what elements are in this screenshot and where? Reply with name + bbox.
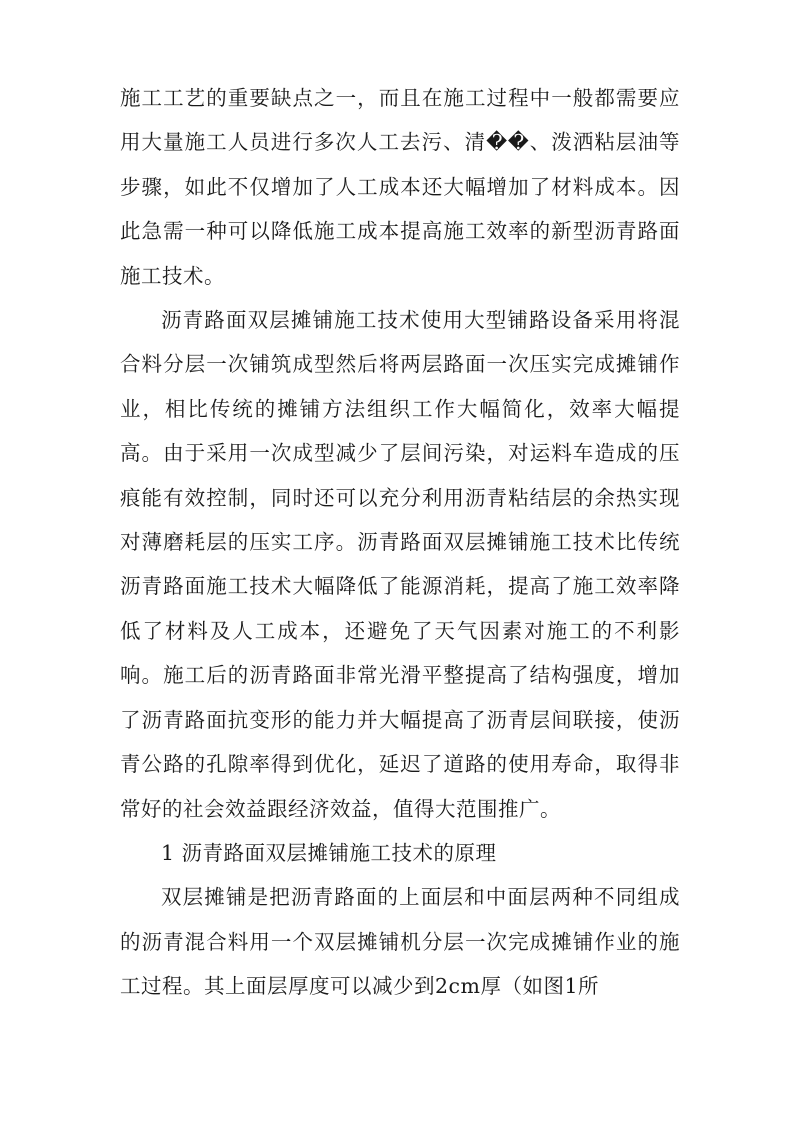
paragraph-principle-description: 双层摊铺是把沥青路面的上面层和中面层两种不同组成的沥青混合料用一个双层摊铺机分层一次完成摊铺作业的施工过程。其上面层厚度可以减少到2cm厚（如图1所 xyxy=(120,885,680,999)
paragraph-double-layer-paving-overview: 沥青路面双层摊铺施工技术使用大型铺路设备采用将混合料分层一次铺筑成型然后将两层路面一次压实完成摊铺作业，相比传统的摊铺方法组织工作大幅简化，效率大幅提高。由于采用一次成型减少了层间污染，对运料车造成的压痕能有效控制，同时还可以充分利用沥青粘结层的余热实现对薄磨耗层的压实工序。沥青路面双层摊铺施工技术比传统沥青路面施工技术大幅降低了能源消耗，提高了施工效率降低了材料及人工成本，还避免了天气因素对施工的不利影响。施工后的沥青路面非常光滑平整提高了结构强度，增加了沥青路面抗变形的能力并大幅提高了沥青层间联接，使沥青公路的孔隙率得到优化，延迟了道路的使用寿命，取得非常好的社会效益跟经济效益，值得大范围推广。 xyxy=(120,308,680,821)
section-heading-principle: 1 沥青路面双层摊铺施工技术的原理 xyxy=(161,840,497,865)
document-body xyxy=(120,76,680,1009)
paragraph-continuation: 施工工艺的重要缺点之一，而且在施工过程中一般都需要应用大量施工人员进行多次人工去污、清��、泼洒粘层油等步骤，如此不仅增加了人工成本还大幅增加了材料成本。因此急需一种可以降低施工成本提高施工效率的新型沥青路面施工技术。 xyxy=(120,86,680,288)
